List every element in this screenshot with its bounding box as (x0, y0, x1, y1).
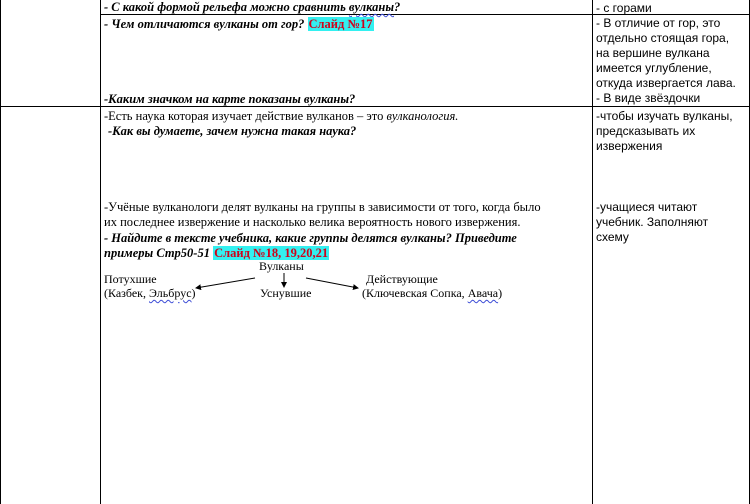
answer-students-read-line-1: -учащиеся читают (596, 200, 698, 214)
spellcheck-elbrus: Эльбрус (149, 286, 192, 300)
groups-paragraph-line-2: их последнее извержение и насколько велика вероятность нового извержения. (104, 215, 521, 229)
scheme-root-volcanoes: Вулканы (259, 259, 304, 273)
spellcheck-avacha: Авача (467, 286, 499, 300)
slide-highlight-17: Слайд №17 (308, 17, 373, 31)
answer-difference-line-4: имеется углубление, (596, 61, 712, 75)
answer-students-read-line-3: схему (596, 230, 629, 244)
volcanology-intro: -Есть наука которая изучает действие вулканов – это вулканология. (104, 109, 459, 123)
answer-purpose-line-2: предсказывать их (596, 124, 696, 138)
answer-difference-line-1: - В отличие от гор, это (596, 16, 721, 30)
question-volcano-groups-line-2: примеры Стр50-51 Слайд №18, 19,20,21 (104, 246, 329, 260)
answer-star-symbol: - В виде звёздочки (596, 91, 701, 105)
answer-difference-line-2: отдельно стоящая гора, (596, 31, 730, 45)
scheme-extinct-label: Потухшие (104, 272, 157, 286)
answer-purpose-line-3: извержения (596, 139, 663, 153)
question-map-symbol: -Каким значком на карте показаны вулканы? (104, 92, 356, 106)
answer-with-mountains: - с горами (596, 1, 652, 15)
answer-difference-line-3: на вершине вулкана (596, 46, 710, 60)
volcanology-term: вулканология. (386, 109, 459, 123)
question-volcano-vs-mountain: - Чем отличаются вулканы от гор? Слайд №17 (104, 17, 373, 31)
answer-purpose-line-1: -чтобы изучать вулканы, (596, 109, 733, 123)
arrow-to-active (306, 278, 358, 288)
question-why-science: -Как вы думаете, зачем нужна такая наука? (108, 124, 357, 138)
answer-students-read-line-2: учебник. Заполняют (596, 215, 709, 229)
scheme-extinct-examples: (Казбек, Эльбрус) (104, 286, 196, 300)
groups-paragraph-line-1: -Учёные вулканологи делят вулканы на группы в зависимости от того, когда было (104, 200, 541, 214)
question-relief-comparison: - С какой формой рельефа можно сравнить вулканы? (104, 0, 401, 14)
arrow-to-extinct (196, 278, 255, 288)
answer-difference-line-5: откуда извергается лава. (596, 76, 736, 90)
scheme-active-examples: (Ключевская Сопка, Авача) (362, 286, 503, 300)
question-volcano-groups-line-1: - Найдите в тексте учебника, какие группы делятся вулканы? Приведите (104, 231, 517, 245)
spellcheck-word: вулканы (348, 0, 395, 14)
slide-highlight-18-21: Слайд №18, 19,20,21 (214, 246, 329, 260)
scheme-active-label: Действующие (366, 272, 438, 286)
scheme-dormant-label: Уснувшие (260, 286, 312, 300)
